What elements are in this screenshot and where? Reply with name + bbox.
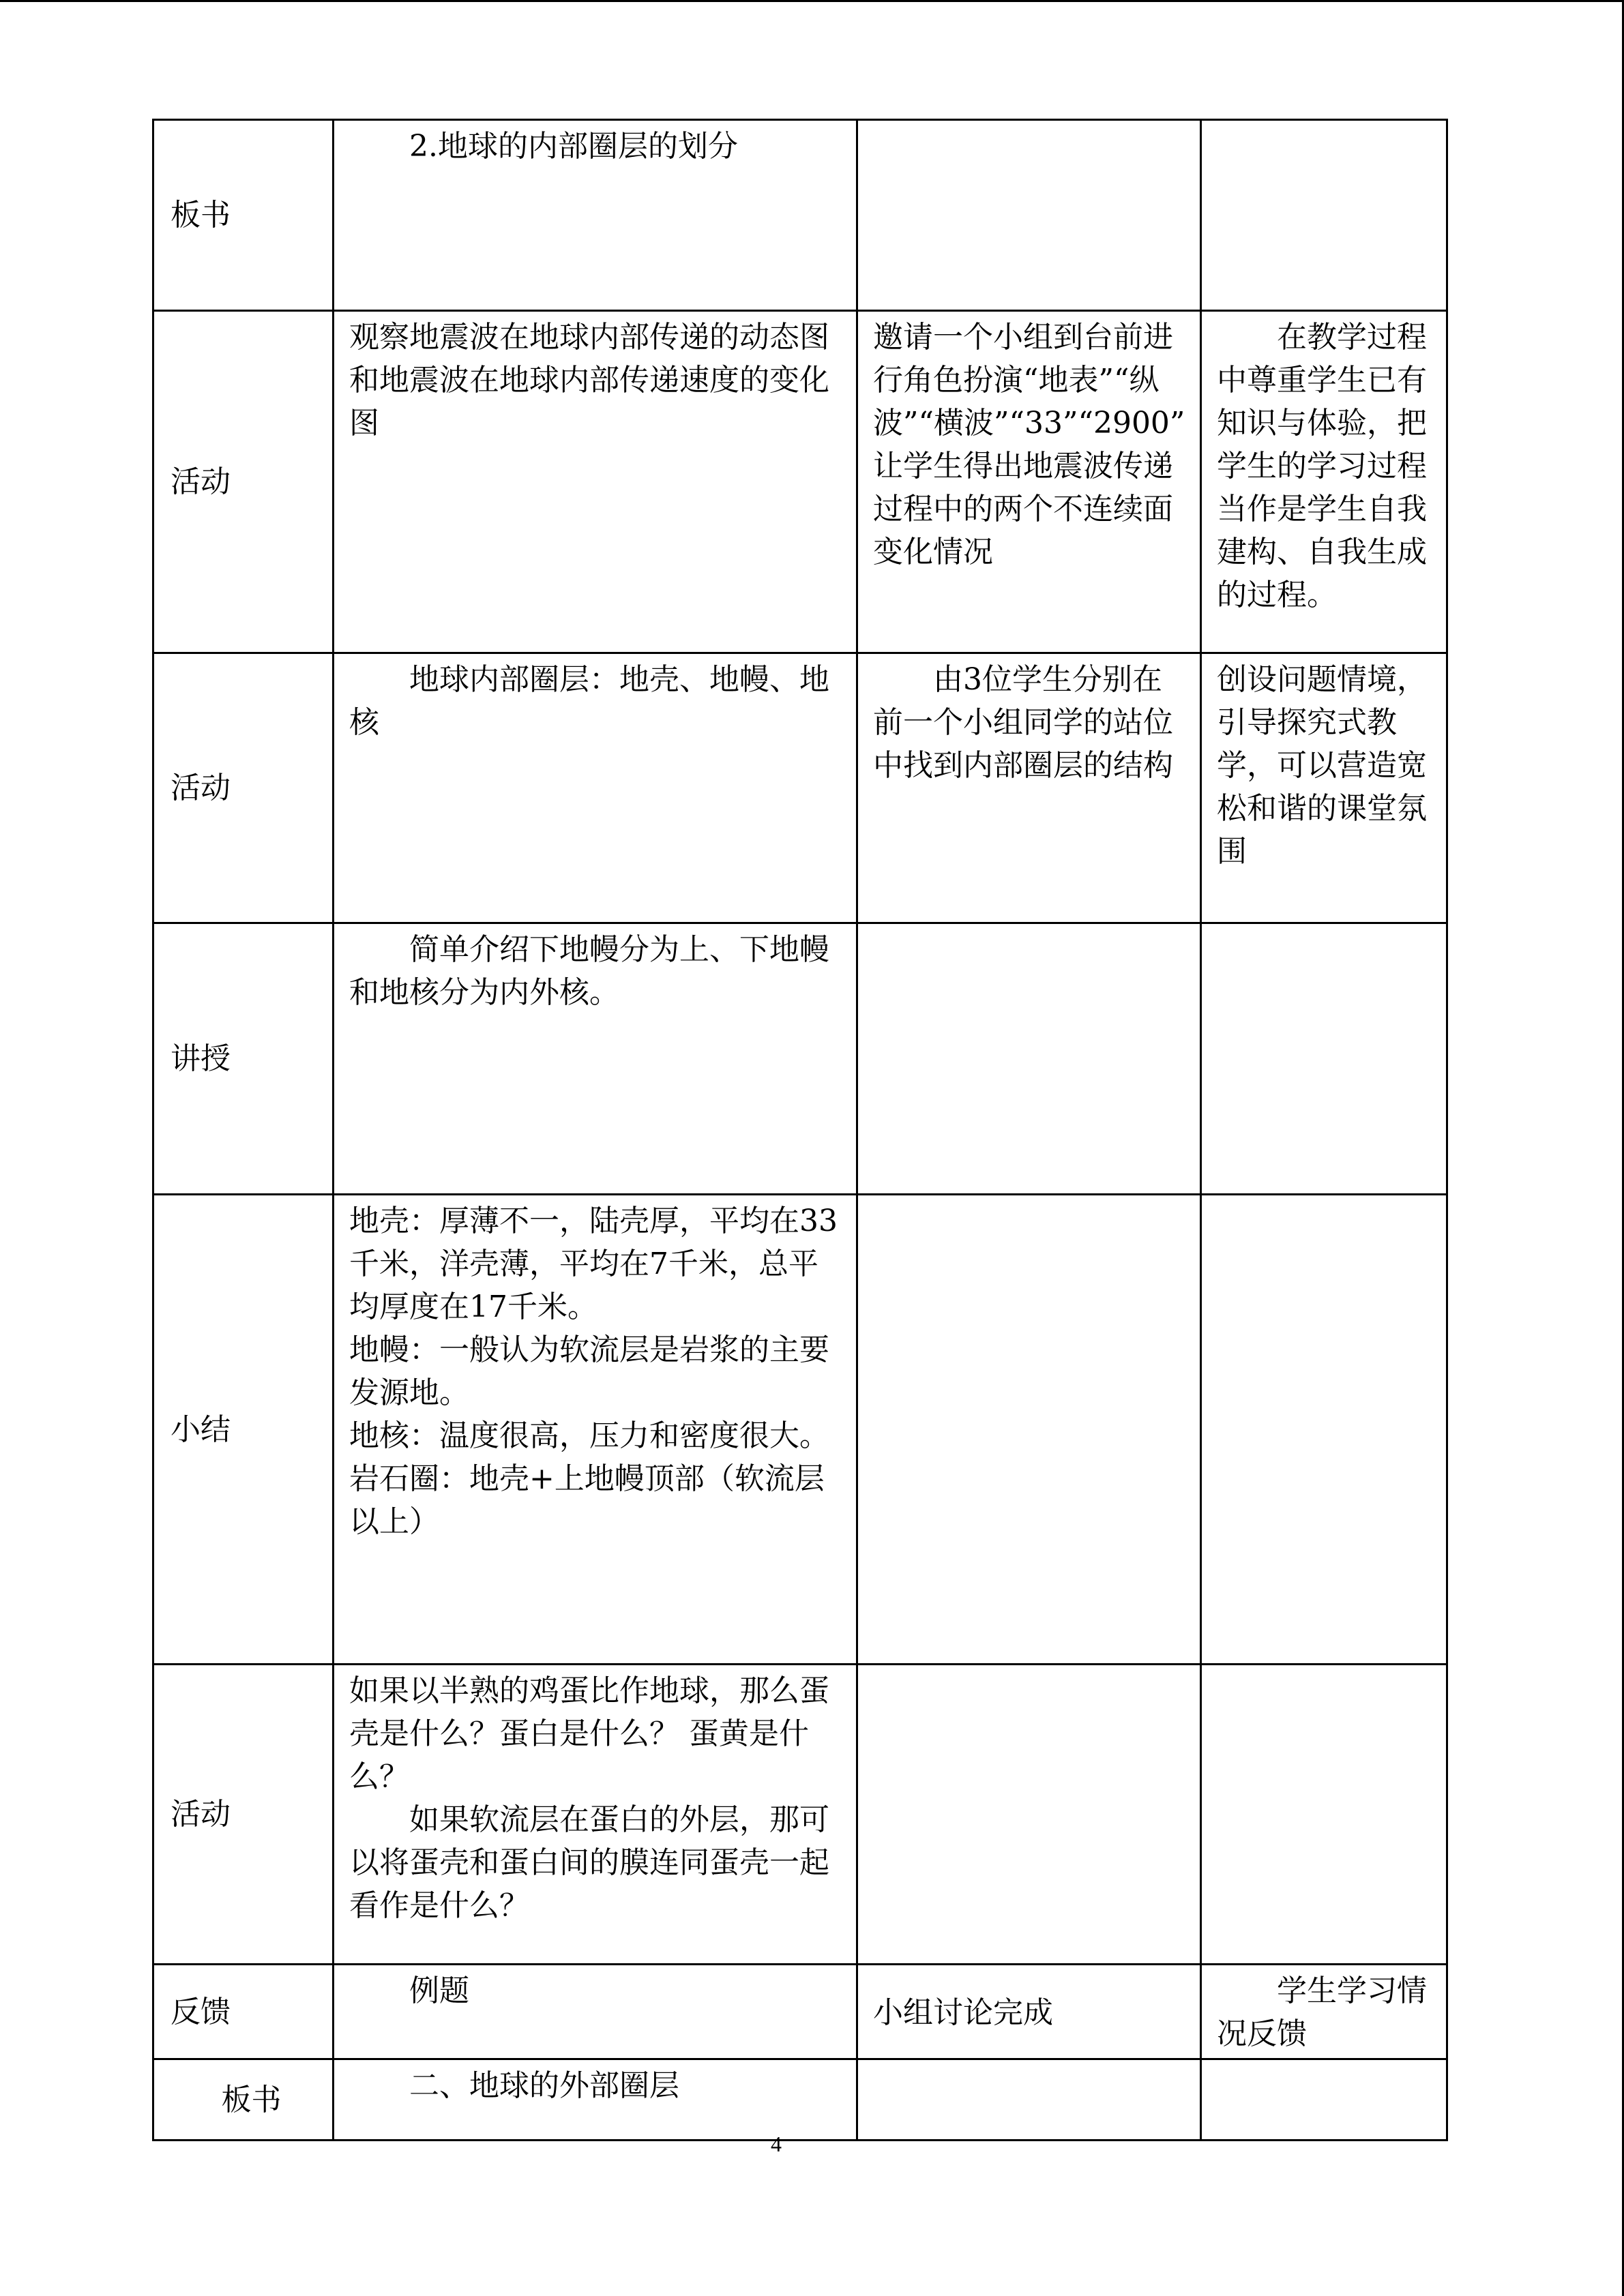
content-paragraph: 地壳：厚薄不一，陆壳厚，平均在33千米，洋壳薄，平均在7千米，总平均厚度在17千米。 [349, 1204, 838, 1324]
teacher-activity-cell [857, 1195, 1201, 1665]
purpose-paragraph: 创设问题情境，引导探究式教学，可以营造宽松和谐的课堂氛围 [1217, 662, 1427, 869]
table-row [153, 120, 1447, 311]
teacher-activity-cell [857, 120, 1201, 311]
activity-content-cell [334, 653, 857, 923]
row-category: 反馈 [153, 1965, 334, 2059]
content-paragraph: 2.地球的内部圈层的划分 [409, 129, 738, 164]
page-number-text: 4 [771, 2132, 782, 2156]
activity-content-cell [334, 923, 857, 1195]
table-row [153, 653, 1447, 923]
teacher-paragraph: 由3位学生分别在前一个小组同学的站位中找到内部圈层的结构 [873, 662, 1173, 783]
row-category: 讲授 [153, 923, 334, 1195]
content-paragraph: 地幔：一般认为软流层是岩浆的主要发源地。 [349, 1332, 829, 1410]
content-paragraph: 简单介绍下地幔分为上、下地幔和地核分为内外核。 [349, 932, 829, 1010]
row-category: 活动 [153, 1665, 334, 1965]
design-purpose-cell [1201, 1665, 1447, 1965]
activity-content-cell [334, 120, 857, 311]
design-purpose-cell [1201, 1195, 1447, 1665]
row-category: 活动 [153, 311, 334, 653]
teacher-paragraph: 邀请一个小组到台前进行角色扮演“地表”“纵波”“横波”“33”“2900” 让学生得出地震波传递过程中的两个不连续面变化情况 [873, 320, 1185, 569]
content-paragraph: 岩石圈：地壳+上地幔顶部（软流层以上） [349, 1461, 825, 1539]
design-purpose-cell [1201, 653, 1447, 923]
activity-content-cell [334, 1195, 857, 1665]
design-purpose-cell [1201, 923, 1447, 1195]
activity-content-cell [334, 2059, 857, 2141]
design-purpose-cell [1201, 311, 1447, 653]
row-category: 板书 [153, 2059, 334, 2141]
teacher-activity-cell [857, 2059, 1201, 2141]
table-row [153, 1665, 1447, 1965]
design-purpose-cell [1201, 120, 1447, 311]
purpose-paragraph: 学生学习情况反馈 [1217, 1973, 1427, 2051]
page-number [0, 2132, 1552, 2157]
top-border-line [0, 0, 1624, 2]
purpose-paragraph: 在教学过程中尊重学生已有知识与体验，把学生的学习过程当作是学生自我建构、自我生成的过程。 [1217, 320, 1427, 612]
table-row [153, 1965, 1447, 2059]
teacher-paragraph: 小组讨论完成 [873, 1995, 1053, 2030]
activity-content-cell [334, 1665, 857, 1965]
table-row [153, 1195, 1447, 1665]
table-row [153, 2059, 1447, 2141]
activity-content-cell [334, 311, 857, 653]
content-paragraph: 二、地球的外部圈层 [409, 2068, 679, 2103]
content-paragraph: 地球内部圈层：地壳、地幔、地核 [349, 662, 829, 740]
row-category: 板书 [153, 120, 334, 311]
content-paragraph: 例题 [409, 1973, 469, 2008]
teacher-activity-cell [857, 311, 1201, 653]
table-row [153, 311, 1447, 653]
content-paragraph: 地核：温度很高，压力和密度很大。 [349, 1418, 829, 1453]
design-purpose-cell [1201, 1965, 1447, 2059]
row-category: 活动 [153, 653, 334, 923]
teacher-activity-cell [857, 923, 1201, 1195]
content-paragraph: 观察地震波在地球内部传递的动态图和地震波在地球内部传递速度的变化图 [349, 320, 829, 441]
teacher-activity-cell [857, 653, 1201, 923]
lesson-plan-table [152, 119, 1448, 2141]
teacher-activity-cell [857, 1965, 1201, 2059]
row-category: 小结 [153, 1195, 334, 1665]
content-paragraph: 如果软流层在蛋白的外层，那可以将蛋壳和蛋白间的膜连同蛋壳一起看作是什么？ [349, 1802, 829, 1923]
content-paragraph: 如果以半熟的鸡蛋比作地球，那么蛋壳是什么？蛋白是什么？ 蛋黄是什么？ [349, 1673, 829, 1794]
table-row [153, 923, 1447, 1195]
activity-content-cell [334, 1965, 857, 2059]
teacher-activity-cell [857, 1665, 1201, 1965]
design-purpose-cell [1201, 2059, 1447, 2141]
